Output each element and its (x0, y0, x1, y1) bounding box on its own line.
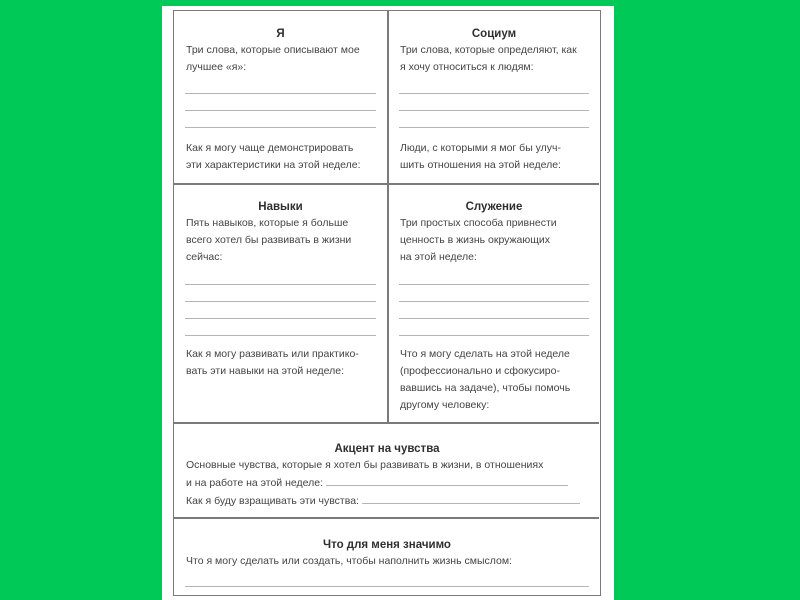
section-sluzhenie (388, 184, 600, 422)
feelings-text-2: и на работе на этой неделе: (186, 477, 323, 489)
worksheet-frame (173, 10, 601, 596)
feelings-row-2 (186, 474, 588, 492)
section-prompt-ya: Три слова, которые описывают мое лучшее «я»: (186, 44, 360, 73)
answer-line[interactable] (185, 301, 376, 302)
section-prompt-socium: Три слова, которые определяют, как я хочу относиться к людям: (400, 44, 577, 73)
section-prompt-navyki: Пять навыков, которые я больше всего хотел бы развивать в жизни сейчас: (186, 217, 352, 263)
section-question-socium: Люди, с которыми я мог бы улуч- шить отношения на этой неделе: (400, 142, 562, 171)
section-title-sluzhenie: Служение (465, 201, 523, 213)
section-feelings (174, 423, 600, 517)
feelings-row-3 (186, 492, 588, 510)
section-title-ya: Я (276, 28, 285, 40)
feelings-text-3: Как я буду взращивать эти чувства: (186, 495, 359, 507)
answer-line[interactable] (362, 492, 580, 504)
answer-line[interactable] (326, 474, 568, 486)
answer-line[interactable] (399, 335, 589, 336)
answer-line[interactable] (399, 318, 589, 319)
section-title-meaning: Что для меня значимо (323, 539, 451, 551)
answer-line[interactable] (399, 301, 589, 302)
answer-line[interactable] (399, 110, 589, 111)
answer-line[interactable] (185, 284, 376, 285)
worksheet-page (162, 6, 614, 600)
section-title-navyki: Навыки (258, 201, 303, 213)
section-title-socium: Социум (471, 28, 517, 40)
answer-line[interactable] (399, 93, 589, 94)
section-prompt-sluzhenie: Три простых способа привнести ценность в жизнь окружающих на этой неделе: (400, 217, 557, 263)
feelings-text-1: Основные чувства, которые я хотел бы развивать в жизни, в отношениях (186, 459, 544, 471)
section-question-ya: Как я могу чаще демонстрировать эти характеристики на этой неделе: (186, 142, 361, 171)
section-title-feelings: Акцент на чувства (334, 443, 440, 455)
answer-line[interactable] (185, 335, 376, 336)
section-meaning (174, 518, 600, 596)
answer-line[interactable] (185, 127, 376, 128)
answer-line[interactable] (399, 127, 589, 128)
answer-line[interactable] (185, 586, 589, 587)
section-ya (174, 11, 387, 183)
answer-line[interactable] (185, 318, 376, 319)
answer-line[interactable] (185, 93, 376, 94)
answer-line[interactable] (399, 284, 589, 285)
section-socium (388, 11, 600, 183)
section-question-navyki: Как я могу развивать или практико- вать эти навыки на этой неделе: (186, 348, 359, 377)
meaning-text-1: Что я могу сделать или создать, чтобы наполнить жизнь смыслом: (186, 555, 512, 567)
section-navyki (174, 184, 387, 422)
section-question-sluzhenie: Что я могу сделать на этой неделе (профессионально и сфокусиро- вавшись на задаче), чтобы помочь другому человеку: (400, 348, 571, 411)
answer-line[interactable] (185, 110, 376, 111)
